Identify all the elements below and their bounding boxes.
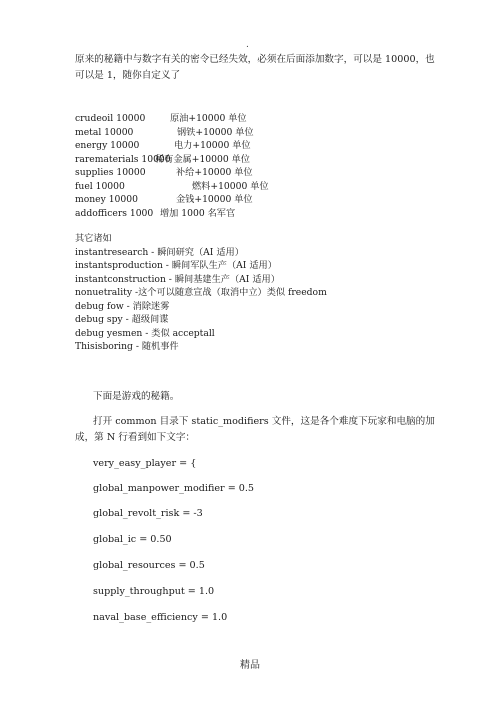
- code-line: global_revolt_risk = -3: [93, 508, 203, 519]
- cheat-description: 钢铁+10000 单位: [177, 126, 254, 138]
- intro-paragraph: 原来的秘籍中与数字有关的密令已经失效，必须在后面添加数字，可以是 10000，也可以是 1，随你自定义了: [75, 54, 435, 81]
- cheat-command: fuel 10000: [75, 180, 125, 192]
- other-line: instantresearch - 瞬间研究（AI 适用）: [75, 246, 244, 258]
- other-line: instantconstruction - 瞬间基建生产（AI 适用）: [75, 273, 280, 285]
- cheat-description: 金钱+10000 单位: [176, 194, 253, 205]
- cheat-command: supplies 10000: [75, 167, 146, 178]
- cheat-command: energy 10000: [75, 140, 140, 151]
- cheat-command: addofficers 1000: [75, 207, 154, 219]
- other-title: 其它诸如: [75, 233, 112, 244]
- cheat-description: 燃料+10000 单位: [192, 180, 269, 192]
- cheat-description: 增加 1000 名军官: [160, 207, 236, 219]
- section-paragraph: 打开 common 目录下 static_modifiers 文件，这是各个难度下玩家和电脑的加成，第 N 行看到如下文字：: [75, 416, 435, 443]
- other-line: debug spy - 超级间谍: [75, 314, 169, 325]
- cheat-command: metal 10000: [75, 126, 134, 138]
- other-line: instantsproduction - 瞬间军队生产（AI 适用）: [75, 260, 277, 271]
- section-title: 下面是游戏的秘籍。: [93, 391, 180, 402]
- code-line: very_easy_player = {: [93, 458, 197, 469]
- other-line: debug yesmen - 类似 acceptall: [75, 327, 215, 339]
- code-line: global_resources = 0.5: [93, 560, 205, 571]
- cheat-description: 电力+10000 单位: [174, 140, 251, 151]
- other-line: debug fow - 消除迷雾: [75, 300, 170, 312]
- other-line: Thisisboring - 随机事件: [75, 341, 179, 352]
- cheat-description: 补给+10000 单位: [176, 167, 253, 178]
- other-cheats: [75, 232, 327, 354]
- cheat-description: 稀有金属+10000 单位: [155, 153, 250, 165]
- code-line: naval_base_efficiency = 1.0: [93, 612, 228, 623]
- footer-label: 精品: [240, 660, 260, 671]
- header-mark: .: [246, 40, 249, 50]
- other-line: nonuetrality -这个可以随意宣战（取消中立）类似 freedom: [75, 287, 327, 298]
- cheat-command: rarematerials 10000: [75, 153, 171, 165]
- cheat-command: crudeoil 10000: [75, 113, 146, 124]
- code-line: global_manpower_modifier = 0.5: [93, 483, 255, 494]
- code-line: global_ic = 0.50: [93, 534, 172, 545]
- cheat-description: 原油+10000 单位: [170, 113, 247, 124]
- code-line: supply_throughput = 1.0: [93, 586, 215, 597]
- cheat-command: money 10000: [75, 194, 138, 205]
